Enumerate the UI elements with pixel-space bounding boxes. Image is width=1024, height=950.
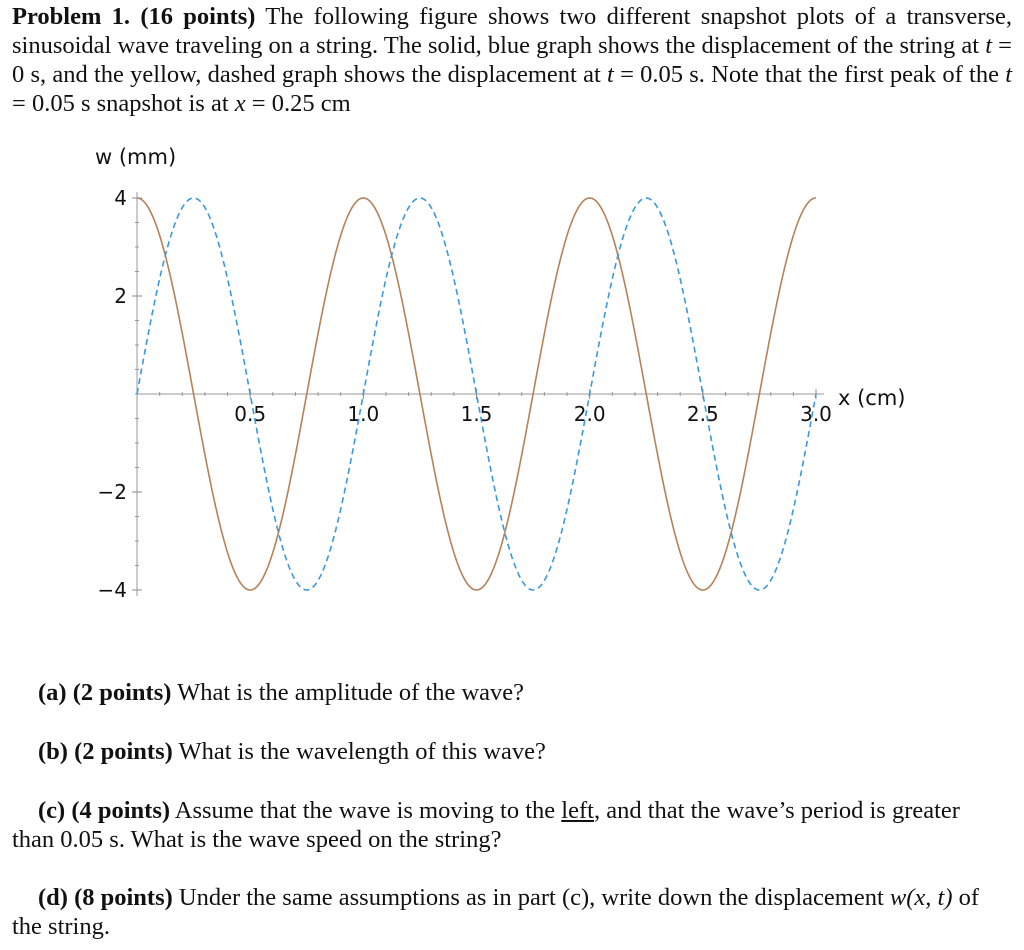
question-c-emphasis: left (561, 797, 594, 824)
problem-heading: Problem 1. (12, 3, 131, 30)
y-tick-label: 4 (114, 186, 127, 210)
intro-text-3: = 0.05 s. Note that the first peak of the (613, 61, 1006, 88)
intro-text-1: The following figure shows two different snapshot plots of a transverse, sinusoidal wave traveling on a string. The solid, blue graph shows the displacement of the string at (12, 3, 1013, 59)
question-d-text-2: of the string. (12, 884, 980, 940)
plot-axes (98, 186, 832, 602)
wave-snapshot-plot (0, 140, 1024, 620)
x-tick-label: 0.5 (234, 402, 267, 426)
question-b (38, 737, 1024, 766)
problem-points: (16 points) (140, 3, 256, 30)
y-tick-label: 2 (114, 284, 127, 308)
x-tick-label: 1.0 (347, 402, 380, 426)
question-d-label: (d) (8 points) (38, 884, 173, 911)
x-axis-label: x (cm) (838, 386, 906, 410)
question-a (38, 678, 1024, 707)
x-tick-label: 1.5 (460, 402, 493, 426)
x-symbol: x (234, 90, 246, 117)
question-a-text: What is the amplitude of the wave? (171, 679, 525, 706)
x-tick-label: 2.5 (686, 402, 719, 426)
t-symbol-2: t (607, 61, 614, 88)
question-c-text-1: Assume that the wave is moving to the (170, 797, 562, 824)
y-tick-label: −4 (97, 578, 127, 602)
plot-labels (95, 145, 906, 410)
intro-text-2: = 0 s, and the yellow, dashed graph shows the displacement at (12, 32, 1012, 88)
question-d-function: w(x, t) (889, 884, 953, 911)
intro-text-4: = 0.05 s snapshot is at (12, 90, 235, 117)
question-c-text-2: , and that the wave’s period is greater than 0.05 s. What is the wave speed on the string? (12, 797, 960, 853)
problem-statement (12, 2, 1012, 118)
question-d-text-1: Under the same assumptions as in part (c), write down the displacement (172, 884, 890, 911)
y-tick-label: −2 (97, 480, 127, 504)
question-c (12, 796, 1007, 854)
y-axis-label: w (mm) (95, 145, 177, 169)
t-symbol-1: t (985, 32, 993, 59)
x-tick-label: 2.0 (573, 402, 606, 426)
intro-text-5: = 0.25 cm (245, 90, 351, 117)
question-a-label: (a) (2 points) (38, 679, 172, 706)
question-d (12, 883, 1007, 941)
question-c-label: (c) (4 points) (38, 797, 171, 824)
t-symbol-3: t (1005, 61, 1012, 88)
question-b-label: (b) (2 points) (38, 738, 173, 765)
x-tick-label: 3.0 (800, 402, 832, 426)
question-b-text: What is the wavelength of this wave? (172, 738, 546, 765)
